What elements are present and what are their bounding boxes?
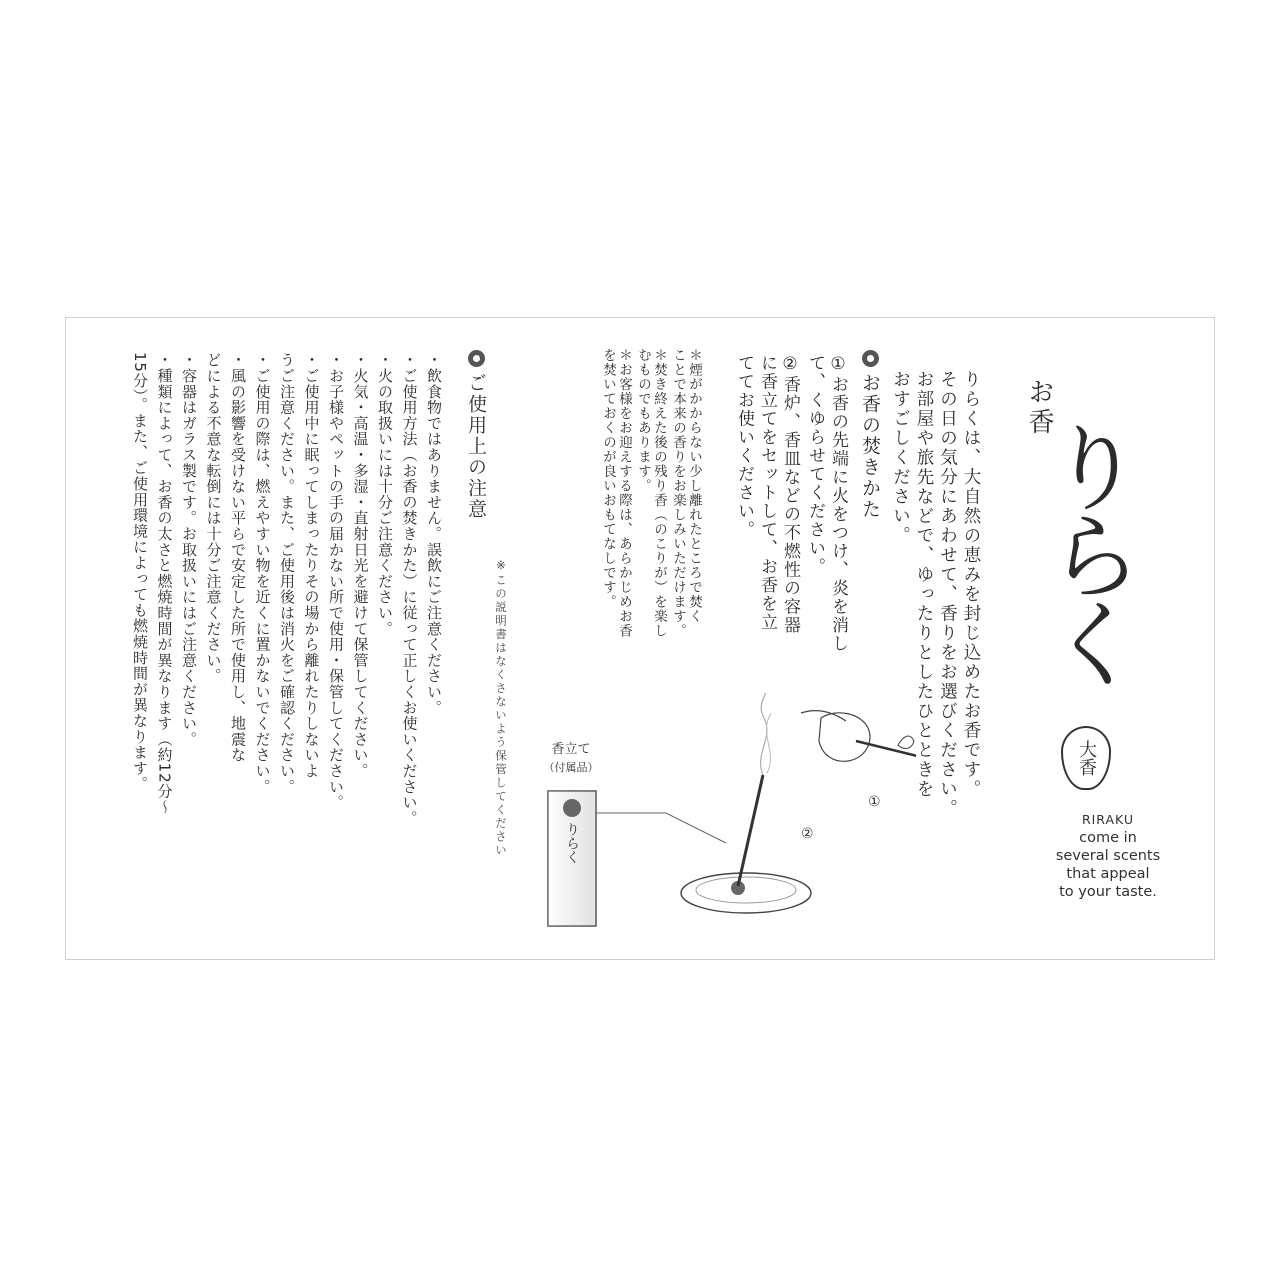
box-flower — [563, 799, 581, 817]
brand-prefix: お香 — [1024, 378, 1054, 438]
intro-line: りらくは、大自然の恵みを封じ込めたお香です。 — [961, 370, 981, 799]
caution-item: ・飲食物ではありません。誤飲にご注意ください。 — [425, 352, 443, 716]
marker-1: ① — [868, 794, 881, 810]
brand-seal-text: 大香 — [1076, 740, 1097, 776]
caution-item: ・火の取扱いには十分ご注意ください。 — [376, 352, 394, 637]
caution-item: ・お子様やペットの手の届かない所で使用・保管してください。 — [327, 352, 345, 811]
intro-line: お部屋や旅先などで、ゆったりとしたひとときを — [914, 370, 934, 799]
howto-note-1: ＊煙がかからない少し離れたところで焚く ことで本来の香りをお楽しみいただけます。 — [670, 348, 702, 638]
incense-plate — [681, 873, 811, 913]
marker-2: ② — [801, 826, 814, 842]
howto-step-2: ②香炉、香皿などの不燃性の容器 に香立てをセットして、お香を立 ててお使いください。 — [734, 354, 800, 635]
howto-title: お香の焚きかた — [859, 373, 881, 520]
brand-seal — [1061, 726, 1111, 790]
holder-label: 香立て — [551, 742, 591, 757]
caution-item: ・容器はガラス製です。お取扱いにはご注意ください。 — [180, 352, 198, 747]
caution-title: ご使用上の注意 — [465, 373, 487, 520]
incense-illustration — [516, 693, 916, 933]
flame — [898, 736, 914, 748]
caution-item: ・ご使用中に眠ってしまったりその場から離れたりしないよ うご注意ください。また、ご使用後は消火をご確認ください。 — [278, 352, 321, 795]
smoke — [761, 693, 767, 775]
box-brand: りらく — [564, 822, 580, 864]
caution-item: ・ご使用方法（お香の焚きかた）に従って正しくお使いください。 — [400, 352, 419, 826]
caution-list — [128, 352, 447, 927]
incense-stick — [738, 775, 763, 886]
smoke-2 — [766, 713, 771, 773]
flower-icon — [468, 350, 485, 367]
english-line: come in — [1079, 830, 1137, 846]
holder-sub-label: （付属品） — [543, 761, 599, 774]
instruction-card — [65, 317, 1215, 960]
howto-step-1: ①お香の先端に火をつけ、炎を消し て、くゆらせてください。 — [805, 354, 848, 653]
howto-heading — [860, 350, 879, 520]
flower-icon — [862, 350, 879, 367]
keep-note: ※この説明書はなくさないよう保管してください — [494, 558, 508, 858]
howto-note-3: ＊お客様をお迎えする際は、あらかじめお香 を焚いておくのが良いおもてなしです。 — [600, 348, 632, 638]
caution-item: ・火気・高温・多湿・直射日光を避けて保管してください。 — [351, 352, 370, 779]
english-line: to your taste. — [1059, 884, 1157, 900]
brand-name: りらく — [1032, 418, 1144, 682]
english-line: that appeal — [1066, 866, 1150, 882]
caution-item: ・風の影響を受けない平らで安定した所で使用し、地震な どによる不意な転倒には十分ご注意ください。 — [204, 352, 247, 763]
english-line: several scents — [1055, 848, 1161, 864]
brand-english — [1044, 811, 1172, 901]
caution-item: ・ご使用の際は、燃えやすい物を近くに置かないでください。 — [253, 352, 272, 795]
howto-note-2: ＊焚き終えた後の残り香（のこりが）を楽し むものでもあります。 — [635, 348, 667, 638]
intro-line: その日の気分にあわせて、香りをお選びください。 — [937, 370, 958, 819]
caution-heading — [466, 350, 485, 520]
caution-item: ・種類によって、お香の太さと燃焼時間が異なります（約12分〜 15分）。また、ご使用環境によっても燃焼時間が異なります。 — [131, 352, 174, 816]
intro-line: おすごしください。 — [890, 370, 911, 546]
leader-line — [596, 813, 726, 843]
english-line: RIRAKU — [1081, 812, 1135, 827]
